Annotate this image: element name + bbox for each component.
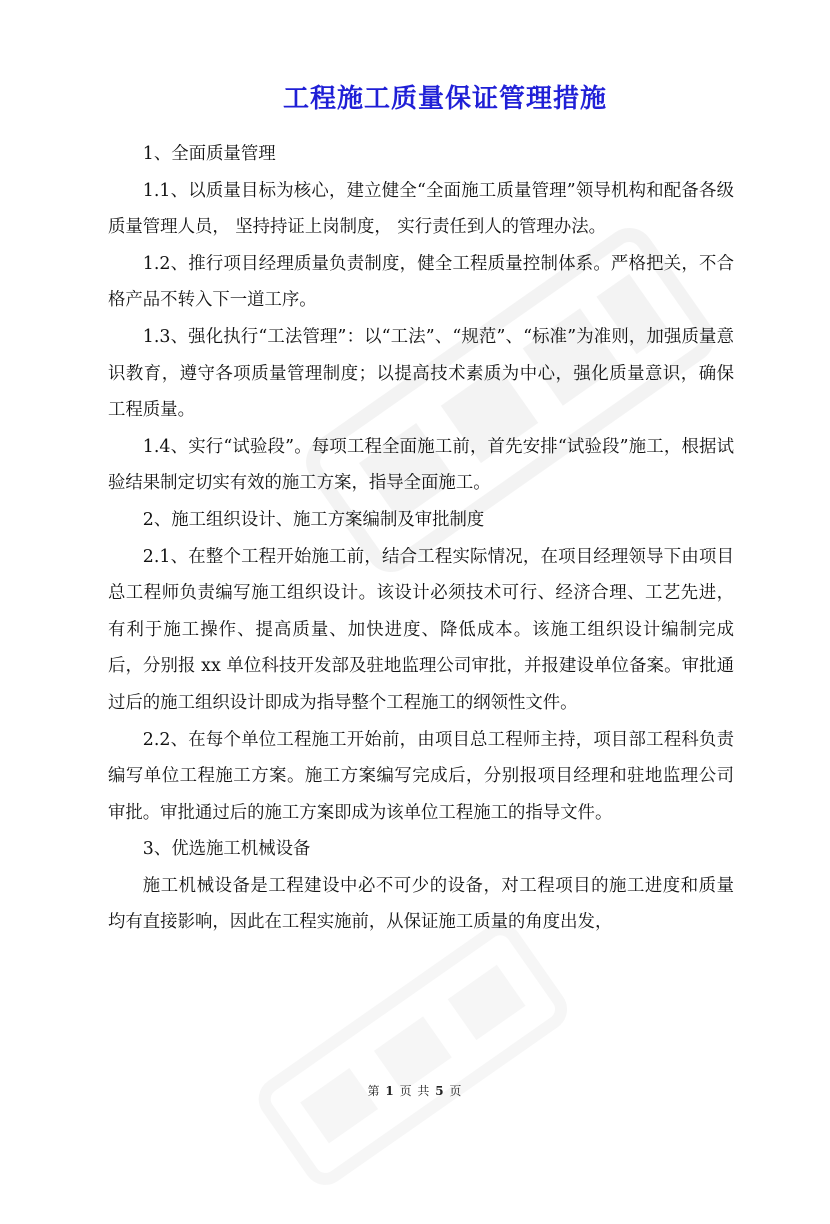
paragraph: 2.1、在整个工程开始施工前，结合工程实际情况，在项目经理领导下由项目总工程师负责编写施工组织设计。该设计必须技术可行、经济合理、工艺先进，有利于施工操作、提高质量、加快进度、降低成本。该施工组织设计编制完成后，分别报 xx 单位科技开发部及驻地监理公司审批，并报建设单位备案。审批通过后的施工组织设计即成为指导整个工程施工的纲领性文件。 [108,546,734,713]
total-pages-number: 5 [435,1084,445,1098]
paragraph: 1.2、推行项目经理质量负责制度，健全工程质量控制体系。严格把关，不合格产品不转入下一道工序。 [108,253,734,311]
paragraph: 施工机械设备是工程建设中必不可少的设备，对工程项目的施工进度和质量均有直接影响，因此在工程实施前，从保证施工质量的角度出发， [108,875,734,933]
section-heading: 3、优选施工机械设备 [142,839,311,860]
paragraph: 1.3、强化执行“工法管理”：以“工法”、“规范”、“标准”为准则，加强质量意识教育，遵守各项质量管理制度；以提高技术素质为中心，强化质量意识，确保工程质量。 [108,326,734,421]
paragraph: 1.1、以质量目标为核心，建立健全“全面施工质量管理”领导机构和配备各级质量管理人员， 坚持持证上岗制度， 实行责任到人的管理办法。 [108,180,734,238]
current-page-number: 1 [385,1084,395,1098]
footer-suffix: 页 [449,1084,463,1098]
footer-mid: 页 共 [399,1084,431,1098]
paragraph: 2.2、在每个单位工程施工开始前，由项目总工程师主持，项目部工程科负责编写单位工程施工方案。施工方案编写完成后，分别报项目经理和驻地监理公司审批。审批通过后的施工方案即成为该单位工程施工的指导文件。 [108,729,734,823]
document-body [108,136,734,941]
footer-prefix: 第 [367,1084,381,1098]
page-footer [0,1082,830,1099]
section-heading: 2、施工组织设计、施工方案编制及审批制度 [142,509,485,530]
document-title: 工程施工质量保证管理措施 [282,84,607,114]
paragraph: 1.4、实行“试验段”。每项工程全面施工前，首先安排“试验段”施工，根据试验结果制定切实有效的施工方案，指导全面施工。 [108,436,734,494]
section-heading: 1、全面质量管理 [142,144,276,164]
